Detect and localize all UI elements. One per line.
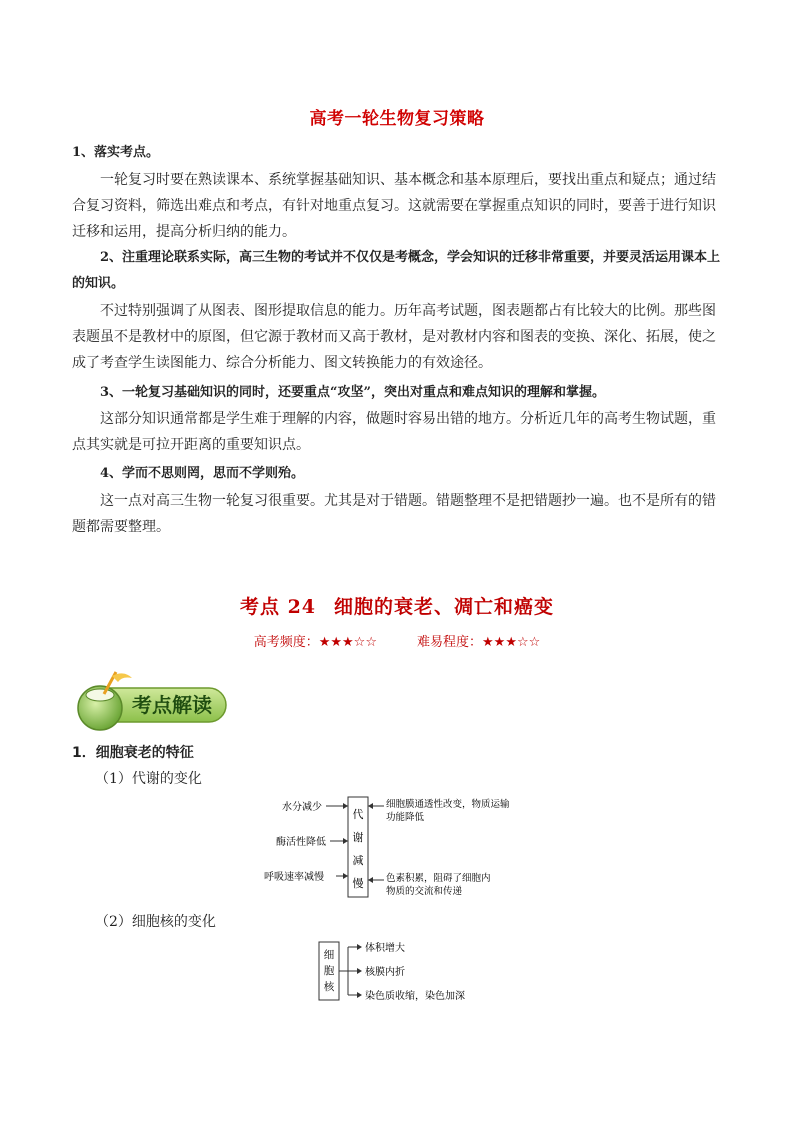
right-item-1-line1: 细胞膜通透性改变，物质运输 <box>386 799 510 810</box>
section-number: 考点 24 <box>239 596 317 618</box>
left-item-3: 呼吸速率减慢 <box>264 872 324 883</box>
section-meta <box>0 631 794 650</box>
nucleus-item-1: 体积增大 <box>365 943 405 954</box>
frequency-stars: ★★★☆☆ <box>318 635 377 650</box>
point-3-heading: 3、一轮复习基础知识的同时，还要重点“攻坚”，突出对重点和难点知识的理解和掌握。 <box>100 385 606 400</box>
banner-text: 考点解读 <box>132 693 212 717</box>
nucleus-item-3: 染色质收缩，染色加深 <box>365 991 465 1002</box>
content-heading: 1．细胞衰老的特征 <box>72 745 194 761</box>
nucleus-diagram <box>318 940 488 1002</box>
difficulty-label: 难易程度： <box>417 635 483 650</box>
nucleus-char-2: 胞 <box>323 965 335 977</box>
center-char-1: 代 <box>352 808 364 821</box>
nucleus-item-2: 核膜内折 <box>365 967 405 978</box>
subheading-nucleus: （2）细胞核的变化 <box>95 914 216 930</box>
point-4-body: 这一点对高三生物一轮复习很重要。尤其是对于错题。错题整理不是把错题抄一遍。也不是所有的错题都需要整理。 <box>72 493 716 535</box>
point-1-heading: 1、落实考点。 <box>72 145 160 160</box>
document-title: 高考一轮生物复习策略 <box>309 109 485 129</box>
difficulty-stars: ★★★☆☆ <box>482 635 541 650</box>
left-item-2: 酶活性降低 <box>276 837 326 848</box>
point-2-heading: 2、注重理论联系实际，高三生物的考试并不仅仅是考概念，学会知识的迁移非常重要，并要灵活运用课本上的知识。 <box>72 250 721 291</box>
kaodian-jiedu-banner <box>72 668 232 734</box>
point-1-body: 一轮复习时要在熟读课本、系统掌握基础知识、基本概念和基本原理后，要找出重点和疑点；通过结合复习资料，筛选出难点和考点，有针对地重点复习。这就需要在掌握重点知识的同时，要善于进行知识迁移和运用，提高分析归纳的能力。 <box>72 172 716 240</box>
center-char-2: 谢 <box>352 831 364 844</box>
nucleus-char-3: 核 <box>323 981 335 993</box>
nucleus-char-1: 细 <box>323 949 335 961</box>
section-name: 细胞的衰老、凋亡和癌变 <box>334 596 555 618</box>
subheading-metabolism: （1）代谢的变化 <box>95 771 202 787</box>
metabolism-diagram <box>262 796 532 898</box>
right-item-1-line2: 功能降低 <box>386 812 425 823</box>
left-item-1: 水分减少 <box>282 802 322 813</box>
point-3-body: 这部分知识通常都是学生难于理解的内容，做题时容易出错的地方。分析近几年的高考生物试题，重点其实就是可拉开距离的重要知识点。 <box>72 411 716 453</box>
right-item-2-line1: 色素积累，阻碍了细胞内 <box>386 873 491 884</box>
section-title <box>0 592 794 619</box>
point-4-heading: 4、学而不思则罔，思而不学则殆。 <box>100 466 305 481</box>
center-char-4: 慢 <box>352 877 364 890</box>
frequency-label: 高考频度： <box>253 635 319 650</box>
point-2-body: 不过特别强调了从图表、图形提取信息的能力。历年高考试题，图表题都占有比较大的比例。那些图表题虽不是教材中的原图，但它源于教材而又高于教材，是对教材内容和图表的变换、深化、拓展，使之成了考查学生读图能力、综合分析能力、图文转换能力的有效途径。 <box>72 303 716 371</box>
center-char-3: 减 <box>352 854 364 867</box>
right-item-2-line2: 物质的交流和传递 <box>386 886 463 897</box>
